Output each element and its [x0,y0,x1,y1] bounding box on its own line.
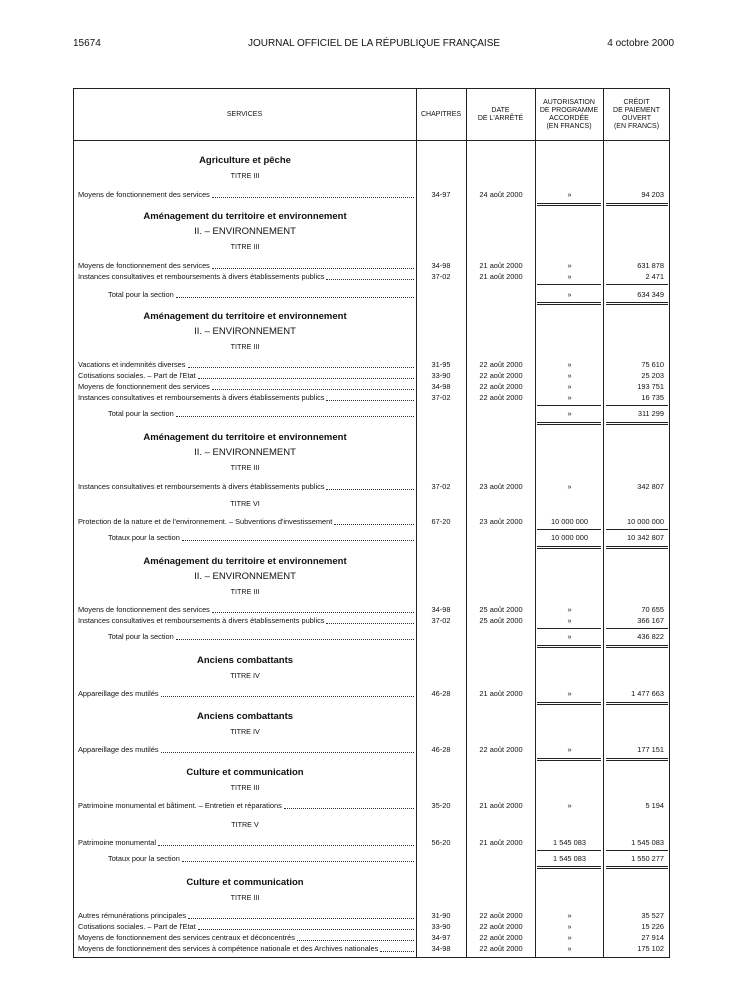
service-label: Cotisations sociales. – Part de l'Etat [78,922,196,931]
date-cell: 22 août 2000 [479,382,523,391]
dot-leader [188,359,415,368]
section-heading: Aménagement du territoire et environnement [143,556,347,567]
autorisation-cell: » [567,482,572,491]
sum-rule [606,284,668,285]
service-label: Moyens de fonctionnement des services à compétence nationale et des Archives nationales [78,944,379,953]
date-cell: 22 août 2000 [479,745,523,754]
credit-cell: 94 203 [641,190,664,199]
credit-cell: 75 610 [641,360,664,369]
sum-rule [606,866,668,869]
service-label: Moyens de fonctionnement des services [78,261,210,270]
sum-rule [537,546,601,549]
dot-leader [176,289,414,298]
sum-rule [606,302,668,305]
table-row [73,260,670,271]
section-subheading: II. – ENVIRONNEMENT [194,326,296,337]
sum-rule [606,422,668,425]
dot-leader [212,260,414,269]
service-cell [78,688,414,699]
autorisation-cell: » [567,409,572,418]
dot-leader [198,370,414,379]
sum-rule [606,529,668,530]
autorisation-cell: » [567,944,572,953]
service-cell [78,943,414,954]
service-label: Cotisations sociales. – Part de l'Etat [78,371,196,380]
credit-cell: 2 471 [645,272,664,281]
date-cell: 25 août 2000 [479,616,523,625]
credit-cell: 15 226 [641,922,664,931]
titre-label: TITRE III [230,242,260,251]
service-label: Appareillage des mutilés [78,745,159,754]
date-cell: 21 août 2000 [479,272,523,281]
table-row [73,392,670,403]
service-label: Protection de la nature et de l'environnement. – Subventions d'investissement [78,517,333,526]
col-header-services: SERVICES [226,111,263,118]
section-heading: Aménagement du territoire et environnement [143,211,347,222]
dot-leader [212,189,414,198]
service-label: Instances consultatives et remboursements à divers établissements publics [78,482,325,491]
date-cell: 22 août 2000 [479,911,523,920]
date-cell: 22 août 2000 [479,360,523,369]
autorisation-cell: » [567,801,572,810]
chapitre-cell: 34-98 [431,944,451,953]
chapitre-cell: 31-90 [431,911,451,920]
chapitre-cell: 37-02 [431,393,451,402]
service-cell [78,932,414,943]
chapitre-cell: 46-28 [431,745,451,754]
section-heading: Agriculture et pêche [199,155,291,166]
table-row [73,688,670,699]
col-header-date: DATE DE L'ARRÊTÉ [477,107,524,122]
credit-cell: 27 914 [641,933,664,942]
titre-label: TITRE III [230,783,260,792]
service-cell [108,853,414,864]
service-label: Patrimoine monumental [78,838,157,847]
service-cell [78,910,414,921]
date-cell: 25 août 2000 [479,605,523,614]
chapitre-cell: 37-02 [431,272,451,281]
service-label: Appareillage des mutilés [78,689,159,698]
page-number: 15674 [73,38,101,49]
sum-rule [606,203,668,206]
date-cell: 22 août 2000 [479,944,523,953]
service-label: Vacations et indemnités diverses [78,360,186,369]
service-label: Moyens de fonctionnement des services [78,605,210,614]
section-heading: Anciens combattants [196,711,294,722]
chapitre-cell: 37-02 [431,616,451,625]
sum-rule [537,529,601,530]
autorisation-cell: » [567,261,572,270]
chapitre-cell: 37-02 [431,482,451,491]
autorisation-cell: » [567,689,572,698]
table-row [73,359,670,370]
autorisation-cell: » [567,360,572,369]
section-heading: Aménagement du territoire et environnement [143,311,347,322]
table-row [73,932,670,943]
autorisation-cell: » [567,290,572,299]
date-cell: 24 août 2000 [479,190,523,199]
chapitre-cell: 67-20 [431,517,451,526]
sum-rule [606,546,668,549]
credit-cell: 1 550 277 [631,854,664,863]
autorisation-cell: 1 545 083 [553,854,586,863]
titre-label: TITRE IV [230,671,260,680]
chapitre-cell: 34-98 [431,261,451,270]
service-cell [78,800,414,811]
dot-leader [182,532,414,541]
chapitre-cell: 35-20 [431,801,451,810]
table-row [73,615,670,626]
chapitre-cell: 33-90 [431,922,451,931]
service-cell [78,516,414,527]
sum-rule [606,628,668,629]
dot-leader [380,943,414,952]
service-cell [78,837,414,848]
section-subheading: II. – ENVIRONNEMENT [194,226,296,237]
table-row [73,370,670,381]
table-row [73,189,670,200]
credit-cell: 1 477 663 [631,689,664,698]
sum-rule [606,645,668,648]
date-cell: 21 août 2000 [479,838,523,847]
credit-cell: 311 299 [637,409,664,418]
service-cell [78,392,414,403]
table-row [73,604,670,615]
sum-rule [537,422,601,425]
dot-leader [334,516,414,525]
service-cell [78,381,414,392]
autorisation-cell: » [567,911,572,920]
header-rule [73,140,670,141]
service-cell [78,370,414,381]
credit-cell: 342 807 [637,482,664,491]
service-label: Moyens de fonctionnement des services centraux et déconcentrés [78,933,295,942]
autorisation-cell: » [567,393,572,402]
autorisation-cell: » [567,933,572,942]
service-label: Total pour la section [108,632,174,641]
autorisation-cell: » [567,745,572,754]
dot-leader [182,853,414,862]
service-cell [108,408,414,419]
table-row [73,921,670,932]
credit-cell: 70 655 [641,605,664,614]
service-label: Patrimoine monumental et bâtiment. – Entretien et réparations [78,801,282,810]
chapitre-cell: 46-28 [431,689,451,698]
service-cell [78,481,414,492]
journal-title: JOURNAL OFFICIEL DE LA RÉPUBLIQUE FRANÇAISE [247,38,501,49]
section-heading: Anciens combattants [196,655,294,666]
dot-leader [188,910,414,919]
table-row [73,744,670,755]
sum-rule [537,284,601,285]
sum-rule [606,758,668,761]
sum-rule [537,203,601,206]
service-cell [108,532,414,543]
sum-rule [537,702,601,705]
chapitre-cell: 34-97 [431,933,451,942]
dot-leader [297,932,414,941]
table-row [73,943,670,954]
autorisation-cell: » [567,616,572,625]
section-heading: Culture et communication [186,877,304,888]
autorisation-cell: » [567,382,572,391]
service-label: Autres rémunérations principales [78,911,187,920]
autorisation-cell: » [567,190,572,199]
sum-rule [537,645,601,648]
date-cell: 22 août 2000 [479,933,523,942]
autorisation-cell: 1 545 083 [553,838,586,847]
service-cell [78,744,414,755]
table-row [73,837,670,848]
service-label: Total pour la section [108,409,174,418]
service-cell [108,289,414,300]
total-row [73,289,670,300]
credit-cell: 1 545 083 [631,838,664,847]
titre-label: TITRE III [230,171,260,180]
dot-leader [326,392,414,401]
service-cell [78,921,414,932]
date-cell: 21 août 2000 [479,689,523,698]
sum-rule [537,302,601,305]
total-row [73,408,670,419]
titre-label: TITRE III [230,587,260,596]
credit-cell: 175 102 [637,944,664,953]
total-row [73,853,670,864]
titre-label: TITRE IV [230,727,260,736]
titre-label: TITRE III [230,463,260,472]
autorisation-cell: » [567,922,572,931]
chapitre-cell: 31-95 [431,360,451,369]
credit-cell: 436 822 [637,632,664,641]
chapitre-cell: 34-98 [431,382,451,391]
service-cell [78,271,414,282]
titre-label: TITRE V [231,820,259,829]
sum-rule [537,866,601,869]
service-cell [78,615,414,626]
table-row [73,381,670,392]
dot-leader [212,604,414,613]
dot-leader [212,381,414,390]
col-header-chapitres: CHAPITRES [420,111,462,118]
titre-label: TITRE III [230,342,260,351]
service-label: Moyens de fonctionnement des services [78,190,210,199]
credit-cell: 35 527 [641,911,664,920]
chapitre-cell: 34-97 [431,190,451,199]
date-cell: 22 août 2000 [479,393,523,402]
table-row [73,271,670,282]
section-subheading: II. – ENVIRONNEMENT [194,447,296,458]
dot-leader [326,615,414,624]
date-cell: 22 août 2000 [479,371,523,380]
date-cell: 23 août 2000 [479,482,523,491]
autorisation-cell: » [567,371,572,380]
date-cell: 23 août 2000 [479,517,523,526]
issue-date: 4 octobre 2000 [607,38,674,49]
service-cell [78,260,414,271]
section-heading: Culture et communication [186,767,304,778]
service-label: Moyens de fonctionnement des services [78,382,210,391]
service-label: Instances consultatives et remboursements à divers établissements publics [78,272,325,281]
service-cell [78,359,414,370]
sum-rule [537,628,601,629]
total-row [73,532,670,543]
date-cell: 21 août 2000 [479,261,523,270]
dot-leader [161,744,414,753]
sum-rule [606,702,668,705]
sum-rule [537,758,601,761]
table-row [73,800,670,811]
dot-leader [176,631,414,640]
credit-cell: 366 167 [637,616,664,625]
credit-cell: 177 151 [637,745,664,754]
chapitre-cell: 33-90 [431,371,451,380]
service-cell [78,604,414,615]
sum-rule [537,850,601,851]
dot-leader [176,408,414,417]
table-row [73,516,670,527]
dot-leader [158,837,414,846]
service-label: Instances consultatives et remboursements à divers établissements publics [78,393,325,402]
service-cell [78,189,414,200]
dot-leader [326,481,414,490]
autorisation-cell: » [567,632,572,641]
col-header-autorisation: AUTORISATION DE PROGRAMME ACCORDÉE (EN FRANCS) [539,99,599,130]
autorisation-cell: » [567,605,572,614]
sum-rule [606,850,668,851]
date-cell: 22 août 2000 [479,922,523,931]
service-label: Totaux pour la section [108,854,180,863]
autorisation-cell: 10 000 000 [551,517,588,526]
autorisation-cell: » [567,272,572,281]
section-subheading: II. – ENVIRONNEMENT [194,571,296,582]
credit-cell: 5 194 [645,801,664,810]
section-heading: Aménagement du territoire et environnement [143,432,347,443]
credit-cell: 193 751 [637,382,664,391]
credit-cell: 631 878 [637,261,664,270]
credit-cell: 25 203 [641,371,664,380]
autorisation-cell: 10 000 000 [551,533,588,542]
service-cell [108,631,414,642]
chapitre-cell: 56-20 [431,838,451,847]
titre-label: TITRE III [230,893,260,902]
titre-label: TITRE VI [230,499,260,508]
sum-rule [537,405,601,406]
credit-cell: 10 342 807 [627,533,664,542]
table-row [73,910,670,921]
service-label: Totaux pour la section [108,533,180,542]
table-row [73,481,670,492]
service-label: Total pour la section [108,290,174,299]
total-row [73,631,670,642]
credit-cell: 16 735 [641,393,664,402]
dot-leader [161,688,414,697]
col-header-credit: CRÉDIT DE PAIEMENT OUVERT (EN FRANCS) [613,99,660,130]
credit-cell: 10 000 000 [627,517,664,526]
service-label: Instances consultatives et remboursements à divers établissements publics [78,616,325,625]
date-cell: 21 août 2000 [479,801,523,810]
credit-cell: 634 349 [637,290,664,299]
dot-leader [284,800,414,809]
dot-leader [326,271,414,280]
dot-leader [198,921,414,930]
sum-rule [606,405,668,406]
chapitre-cell: 34-98 [431,605,451,614]
